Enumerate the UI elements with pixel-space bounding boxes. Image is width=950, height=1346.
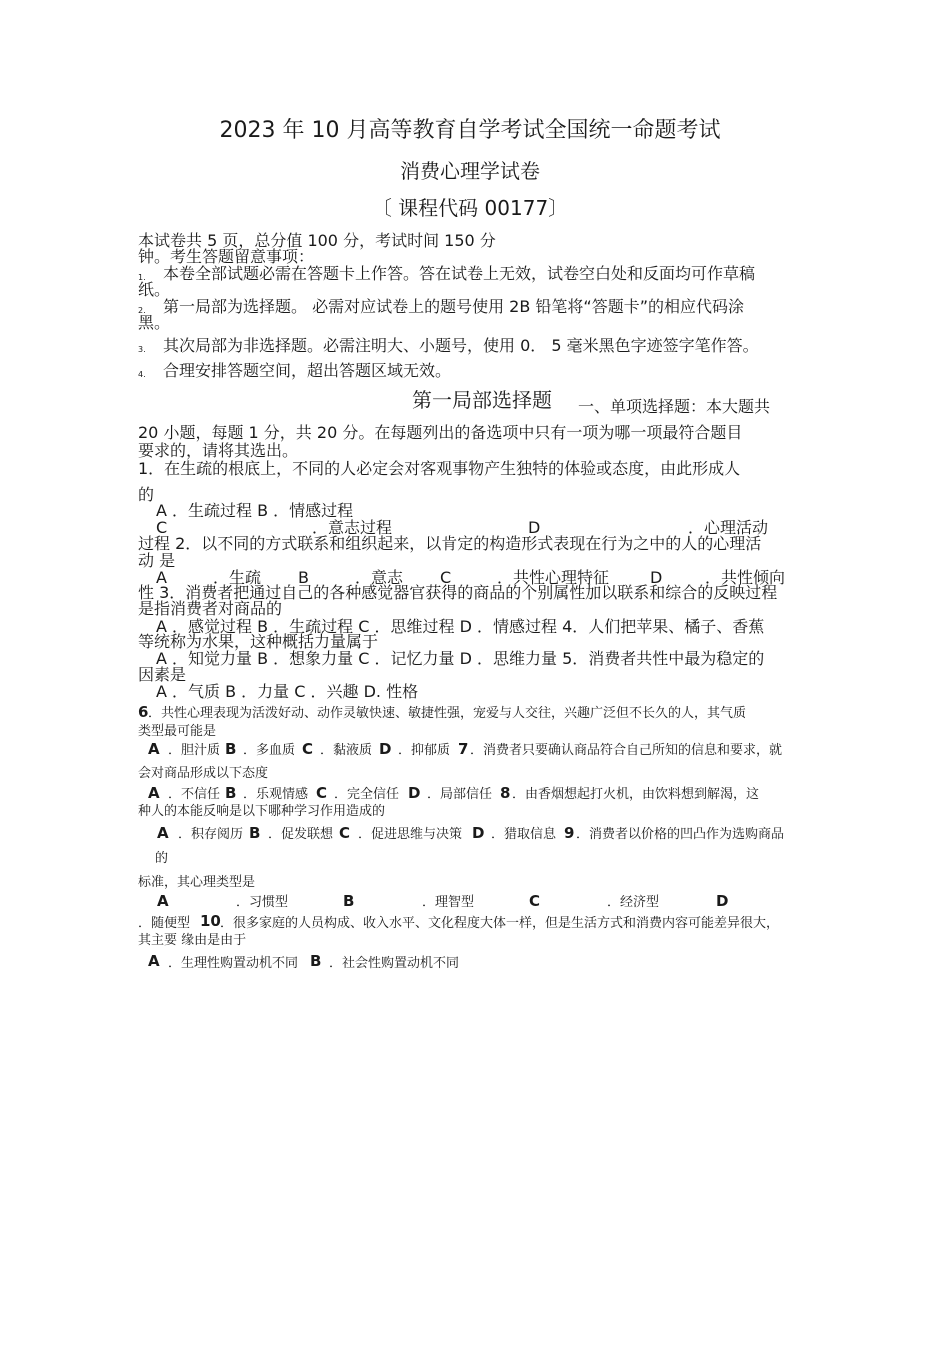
option-text: ．猎取信息 — [491, 827, 557, 842]
option-letter: C — [529, 892, 541, 910]
option-letter: A — [148, 740, 160, 758]
question-number: 8 — [500, 784, 511, 802]
option-letter: D — [716, 892, 729, 910]
question-7-cont: 会对商品形成以下态度 — [138, 766, 269, 781]
question-3: 性 3．消费者把通过自己的各种感觉器官获得的商品的个别属性加以联系和综合的反映过程 — [138, 583, 778, 602]
question-9-cont: 标准，其心理类型是 — [138, 875, 256, 890]
exam-title: 2023 年 10 月高等教育自学考试全国统一命题考试 — [219, 118, 721, 143]
option-text: ．经济型 — [607, 895, 660, 910]
option-letter: A — [156, 568, 167, 587]
option-letter: D — [408, 784, 421, 802]
option-text: ．共性倾向 — [705, 568, 786, 587]
option-text: ．不信任 — [168, 787, 221, 802]
option-letter: C — [302, 740, 314, 758]
option-text: ．黏液质 — [320, 743, 373, 758]
option-text: ．社会性购置动机不同 — [329, 956, 460, 971]
question-number: 6 — [138, 703, 149, 721]
intro-line: 钟。考生答题留意事项： — [138, 247, 315, 266]
question-8-cont: 种人的本能反响是以下哪种学习作用造成的 — [138, 804, 386, 819]
option-letter: A — [157, 824, 169, 842]
question-options: A ．感觉过程 B ．生疏过程 C ．思维过程 D ．情感过程 4．人们把苹果、橘子、香蕉 — [156, 617, 765, 636]
option-letter: D — [650, 568, 663, 587]
option-letter: C — [156, 518, 168, 537]
question-6-cont: 类型最可能是 — [138, 724, 217, 739]
note-text: 第一局部为选择题。 必需对应试卷上的题号使用 2B 铅笔将“答题卡”的相应代码涂 — [163, 297, 744, 316]
question-3-cont: 是指消费者对商品的 — [138, 599, 283, 618]
question-4-cont: 等统称为水果，这种概括力量属于 — [138, 632, 379, 651]
option-text: ．共性心理特征 — [497, 568, 610, 587]
note-number: 2. — [138, 306, 146, 315]
note-text: 合理安排答题空间，超出答题区域无效。 — [163, 361, 452, 380]
question-1-cont: 的 — [138, 485, 155, 504]
note-text: 纸。 — [138, 280, 171, 299]
note-number: 3. — [138, 345, 146, 354]
option-text: ．生疏 — [213, 568, 262, 587]
option-letter: A — [157, 892, 169, 910]
question-options: A ．知觉力量 B ．想象力量 C ．记忆力量 D ．思维力量 5．消费者共性中最为稳定的 — [156, 649, 765, 668]
note-number: 4. — [138, 370, 146, 379]
option-text: ．心理活动 — [688, 518, 769, 537]
option-letter: C — [339, 824, 351, 842]
option-letter: B — [310, 952, 322, 970]
question-7: ．消费者只要确认商品符合自己所知的信息和要求，就 — [470, 743, 783, 758]
question-1-options: A ．生疏过程 B ．情感过程 — [156, 501, 354, 520]
course-code: 〔 课程代码 00177〕 — [371, 196, 569, 220]
question-options: A ．气质 B ．力量 C ．兴趣 D. 性格 — [156, 682, 419, 701]
option-letter: D — [472, 824, 485, 842]
question-number: 10 — [200, 912, 221, 930]
question-10: ．很多家庭的人员构成、收入水平、文化程度大体一样，但是生活方式和消费内容可能差异很大， — [220, 916, 780, 931]
intro-line: 本试卷共 5 页，总分值 100 分，考试时间 150 分 — [138, 231, 496, 250]
question-number: 9 — [564, 824, 575, 842]
option-text: ．生理性购置动机不同 — [168, 956, 299, 971]
option-text: ．完全信任 — [334, 787, 400, 802]
option-letter: C — [440, 568, 452, 587]
paper-subject: 消费心理学试卷 — [400, 159, 540, 183]
option-letter: D — [528, 518, 541, 537]
question-2: 过程 2．以不同的方式联系和组织起来，以肯定的构造形式表现在行为之中的人的心理活 — [138, 534, 762, 553]
section-instructions: 要求的，请将其选出。 — [138, 441, 299, 460]
question-10-cont: 其主要 缘由是由于 — [138, 933, 247, 948]
option-letter: B — [225, 784, 237, 802]
option-letter: B — [225, 740, 237, 758]
option-text: ．抑郁质 — [398, 743, 451, 758]
option-letter: A — [148, 952, 160, 970]
option-letter: D — [379, 740, 392, 758]
option-letter: C — [316, 784, 328, 802]
part-heading: 第一局部选择题 — [412, 388, 552, 412]
question-9-cont: 的 — [155, 851, 169, 866]
question-5-cont: 因素是 — [138, 665, 187, 684]
option-text: ．促发联想 — [268, 827, 334, 842]
question-6: ．共性心理表现为活泼好动、动作灵敏快速、敏捷性强，宠爱与人交往，兴趣广泛但不长久的人，其气质 — [148, 706, 747, 721]
option-text: ．习惯型 — [236, 895, 289, 910]
option-text: ．随便型 — [138, 916, 191, 931]
option-letter: A — [148, 784, 160, 802]
question-9: ．消费者以价格的凹凸作为选购商品 — [576, 827, 785, 842]
question-2-cont: 动 是 — [138, 551, 176, 570]
note-text: 其次局部为非选择题。必需注明大、小题号，使用 0． 5 毫米黑色字迹签字笔作答。 — [163, 336, 759, 355]
question-8: ．由香烟想起打火机，由饮料想到解渴，这 — [512, 787, 760, 802]
option-text: ．积存阅历 — [178, 827, 244, 842]
question-number: 7 — [458, 740, 469, 758]
option-letter: B — [298, 568, 309, 587]
section-title: 一、单项选择题：本大题共 — [578, 397, 771, 416]
section-instructions: 20 小题，每题 1 分，共 20 分。在每题列出的备选项中只有一项为哪一项最符合题目 — [138, 423, 743, 442]
option-text: ．理智型 — [422, 895, 475, 910]
note-number: 1. — [138, 273, 146, 282]
option-text: ．意志 — [355, 568, 404, 587]
note-text: 本卷全部试题必需在答题卡上作答。答在试卷上无效，试卷空白处和反面均可作草稿 — [163, 264, 756, 283]
option-text: ．意志过程 — [312, 518, 393, 537]
option-text: ．局部信任 — [427, 787, 493, 802]
option-text: ．胆汁质 — [168, 743, 221, 758]
note-text: 黑。 — [138, 313, 171, 332]
option-text: ．乐观情感 — [243, 787, 309, 802]
question-1: 1．在生疏的根底上，不同的人必定会对客观事物产生独特的体验或态度，由此形成人 — [138, 459, 741, 478]
option-text: ．多血质 — [243, 743, 296, 758]
option-letter: B — [249, 824, 261, 842]
option-text: ．促进思维与决策 — [358, 827, 463, 842]
option-letter: B — [343, 892, 355, 910]
